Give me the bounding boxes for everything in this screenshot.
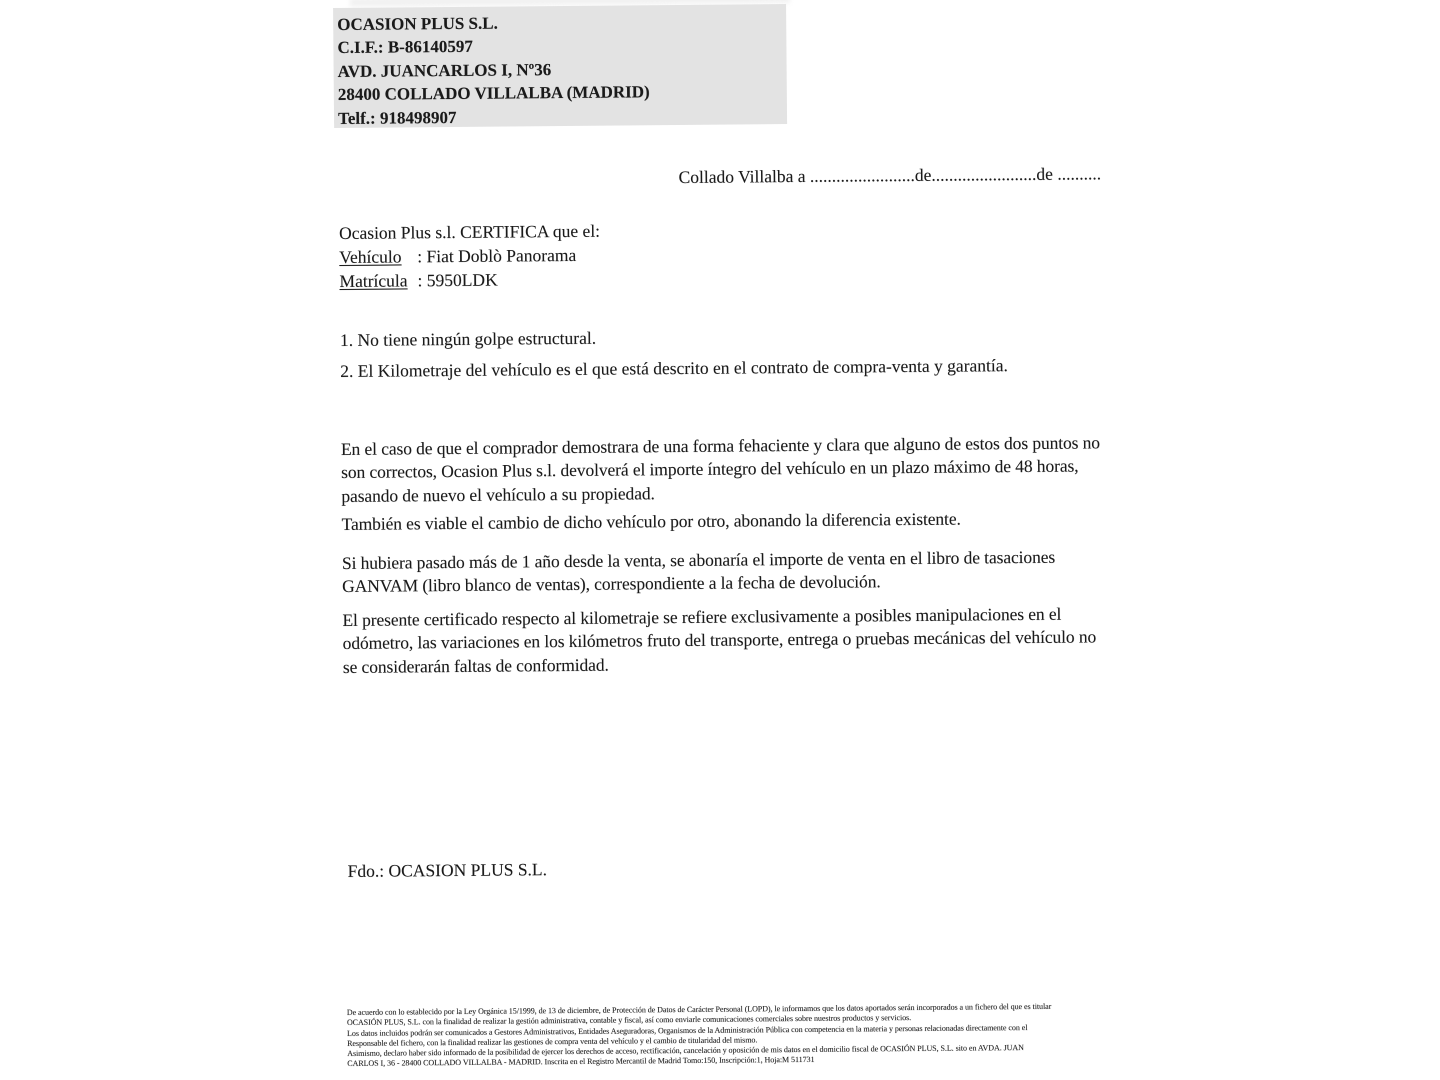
company-header-block xyxy=(333,4,787,128)
vehicle-value: : Fiat Doblò Panorama xyxy=(417,244,577,267)
company-cif: C.I.F.: B-86140597 xyxy=(337,37,473,58)
certification-block xyxy=(339,219,601,293)
odometer-paragraph: El presente certificado respecto al kilometraje se refiere exclusivamente a posibles manipulaciones en el odómetro, las variaciones en los kilómetros fruto del transporte, entrega o pruebas mecánicas del vehículo no se considerarán faltas de conformidad. xyxy=(342,603,1097,677)
ganvam-paragraph: Si hubiera pasado más de 1 año desde la venta, se abonaría el importe de venta en el libro de tasaciones GANVAM (libro blanco de ventas), correspondiente a la fecha de devolución. xyxy=(341,546,1056,597)
plate-value: : 5950LDK xyxy=(417,269,498,291)
vehicle-row xyxy=(339,243,600,269)
legal-fine-print: De acuerdo con lo establecido por la Ley Orgánica 15/1999, de 13 de diciembre, de Protección de Datos de Carácter Personal (LOPD), le informamos que los datos aportados serán incorporados a un fichero del que es titular OCASIÓN PLUS, S.L. con la finalidad de realizar la gestión administrativa, contable y fiscal, así como enviarle comunicaciones comerciales sobre nuestros productos y servicios. Los datos incluidos podrán ser comunicados a Gestores Administrativos, Entidades Aseguradoras, Organismos de la Administración Pública con competencia en la materia y personas relacionadas directamente con el Responsable del fichero, con la finalidad realizar las gestiones de compra venta del vehículo y el cambio de titularidad del mismo. Asimismo, declaro haber sido informado de la posibilidad de ejercer los derechos de acceso, rectificación, cancelación y oposición de mis datos en el domicilio fiscal de OCASIÓN PLUS, S.L. sito en AVDA. JUAN CARLOS I, 36 - 28400 COLLADO VILLALBA - MADRID. Inscrita en el Registro Mercantil de Madrid Tomo:150, Inscripción:1, Hoja:M 511731 xyxy=(346,1001,1052,1069)
document-content xyxy=(333,0,1162,1080)
certify-intro: Ocasion Plus s.l. CERTIFICA que el: xyxy=(338,220,601,243)
plate-row xyxy=(339,267,600,293)
exchange-paragraph: También es viable el cambio de dicho vehículo por otro, abonando la diferencia existente. xyxy=(341,508,961,534)
refund-paragraph: En el caso de que el comprador demostrara de una forma fehaciente y clara que alguno de estos dos puntos no son correctos, Ocasion Plus s.l. devolverá el importe íntegro del vehículo en un plazo máximo de 48 horas, pasando de nuevo el vehículo a su propiedad. xyxy=(340,432,1101,506)
date-line: Collado Villalba a ........................de........................de .......... xyxy=(678,163,1102,187)
plate-label: Matrícula xyxy=(339,270,408,291)
vehicle-label: Vehículo xyxy=(339,246,402,267)
signature-line: Fdo.: OCASION PLUS S.L. xyxy=(347,859,548,881)
company-phone: Telf.: 918498907 xyxy=(337,107,457,128)
certified-point-1: 1. No tiene ningún golpe estructural. xyxy=(339,327,597,350)
company-city: 28400 COLLADO VILLALBA (MADRID) xyxy=(337,82,650,105)
company-address: AVD. JUANCARLOS I, Nº36 xyxy=(337,59,552,81)
certified-point-2: 2. El Kilometraje del vehículo es el que está descrito en el contrato de compra-venta y garantía. xyxy=(340,355,1008,381)
company-name: OCASION PLUS S.L. xyxy=(337,13,498,34)
